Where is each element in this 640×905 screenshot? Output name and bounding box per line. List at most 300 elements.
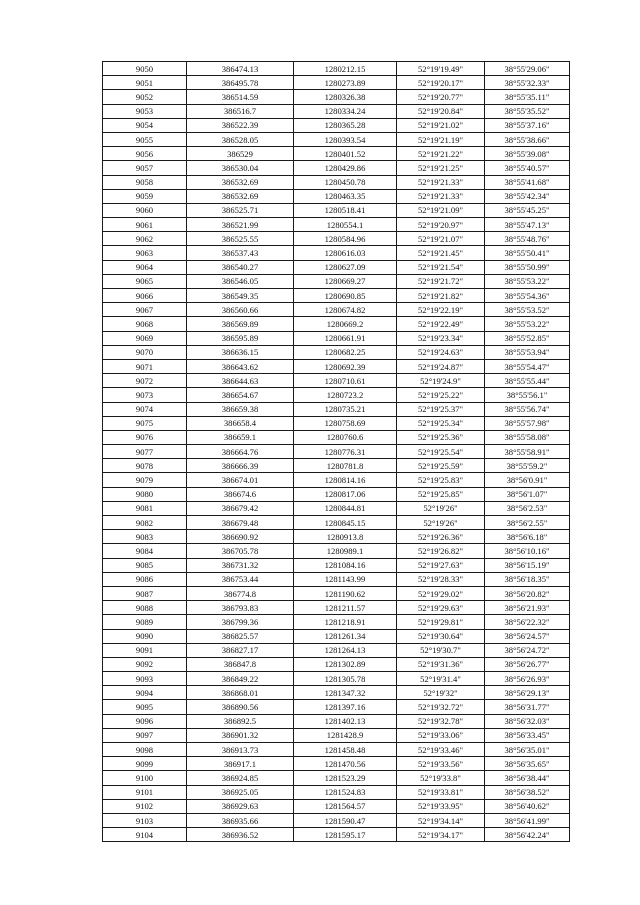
y-coordinate-cell: 1280692.39: [294, 359, 397, 373]
table-row: [103, 771, 570, 785]
table-row: [103, 615, 570, 629]
x-coordinate-cell: 386522.39: [187, 118, 294, 132]
table-row: [103, 643, 570, 657]
x-coordinate-cell: 386644.63: [187, 374, 294, 388]
x-coordinate-cell: 386679.42: [187, 501, 294, 515]
y-coordinate-cell: 1280401.52: [294, 147, 397, 161]
longitude-cell: 38°55'53.22": [485, 317, 570, 331]
table-row: [103, 289, 570, 303]
latitude-cell: 52°19'25.36": [397, 430, 485, 444]
point-number-cell: 9103: [103, 813, 187, 827]
y-coordinate-cell: 1280760.6: [294, 430, 397, 444]
table-row: [103, 572, 570, 586]
x-coordinate-cell: 386546.05: [187, 274, 294, 288]
latitude-cell: 52°19'29.63": [397, 601, 485, 615]
latitude-cell: 52°19'30.7": [397, 643, 485, 657]
y-coordinate-cell: 1280669.2: [294, 317, 397, 331]
longitude-cell: 38°56'32.03": [485, 714, 570, 728]
table-row: [103, 203, 570, 217]
latitude-cell: 52°19'21.07": [397, 232, 485, 246]
longitude-cell: 38°55'48.76": [485, 232, 570, 246]
y-coordinate-cell: 1281564.57: [294, 799, 397, 813]
latitude-cell: 52°19'20.17": [397, 76, 485, 90]
latitude-cell: 52°19'19.49": [397, 62, 485, 76]
x-coordinate-cell: 386530.04: [187, 161, 294, 175]
y-coordinate-cell: 1280669.27: [294, 274, 397, 288]
x-coordinate-cell: 386525.71: [187, 203, 294, 217]
longitude-cell: 38°56'24.72": [485, 643, 570, 657]
point-number-cell: 9065: [103, 274, 187, 288]
table-row: [103, 487, 570, 501]
table-row: [103, 813, 570, 827]
point-number-cell: 9101: [103, 785, 187, 799]
latitude-cell: 52°19'33.56": [397, 757, 485, 771]
point-number-cell: 9104: [103, 828, 187, 842]
latitude-cell: 52°19'26": [397, 516, 485, 530]
longitude-cell: 38°56'40.62": [485, 799, 570, 813]
point-number-cell: 9067: [103, 303, 187, 317]
longitude-cell: 38°55'29.06": [485, 62, 570, 76]
point-number-cell: 9070: [103, 345, 187, 359]
longitude-cell: 38°55'54.36": [485, 289, 570, 303]
table-row: [103, 388, 570, 402]
longitude-cell: 38°55'40.57": [485, 161, 570, 175]
longitude-cell: 38°55'41.68": [485, 175, 570, 189]
y-coordinate-cell: 1281595.17: [294, 828, 397, 842]
longitude-cell: 38°55'45.25": [485, 203, 570, 217]
table-row: [103, 90, 570, 104]
x-coordinate-cell: 386549.35: [187, 289, 294, 303]
table-row: [103, 62, 570, 76]
longitude-cell: 38°56'15.19": [485, 558, 570, 572]
y-coordinate-cell: 1280365.28: [294, 118, 397, 132]
longitude-cell: 38°55'35.11": [485, 90, 570, 104]
x-coordinate-cell: 386825.57: [187, 629, 294, 643]
x-coordinate-cell: 386925.05: [187, 785, 294, 799]
x-coordinate-cell: 386827.17: [187, 643, 294, 657]
table-row: [103, 601, 570, 615]
table-row: [103, 402, 570, 416]
y-coordinate-cell: 1280690.85: [294, 289, 397, 303]
x-coordinate-cell: 386658.4: [187, 416, 294, 430]
x-coordinate-cell: 386731.32: [187, 558, 294, 572]
table-row: [103, 558, 570, 572]
latitude-cell: 52°19'33.81": [397, 785, 485, 799]
table-row: [103, 359, 570, 373]
point-number-cell: 9076: [103, 430, 187, 444]
point-number-cell: 9087: [103, 586, 187, 600]
table-row: [103, 345, 570, 359]
x-coordinate-cell: 386679.48: [187, 516, 294, 530]
x-coordinate-cell: 386569.89: [187, 317, 294, 331]
table-row: [103, 743, 570, 757]
y-coordinate-cell: 1280776.31: [294, 445, 397, 459]
table-row: [103, 799, 570, 813]
x-coordinate-cell: 386664.76: [187, 445, 294, 459]
longitude-cell: 38°55'55.44": [485, 374, 570, 388]
table-row: [103, 473, 570, 487]
x-coordinate-cell: 386690.92: [187, 530, 294, 544]
longitude-cell: 38°55'53.94": [485, 345, 570, 359]
table-row: [103, 672, 570, 686]
latitude-cell: 52°19'29.81": [397, 615, 485, 629]
y-coordinate-cell: 1281084.16: [294, 558, 397, 572]
longitude-cell: 38°56'35.65": [485, 757, 570, 771]
y-coordinate-cell: 1280518.41: [294, 203, 397, 217]
point-number-cell: 9096: [103, 714, 187, 728]
y-coordinate-cell: 1280450.78: [294, 175, 397, 189]
latitude-cell: 52°19'25.59": [397, 459, 485, 473]
point-number-cell: 9071: [103, 359, 187, 373]
point-number-cell: 9074: [103, 402, 187, 416]
longitude-cell: 38°55'42.34": [485, 189, 570, 203]
latitude-cell: 52°19'24.87": [397, 359, 485, 373]
y-coordinate-cell: 1280661.91: [294, 331, 397, 345]
latitude-cell: 52°19'26.36": [397, 530, 485, 544]
table-row: [103, 260, 570, 274]
x-coordinate-cell: 386674.6: [187, 487, 294, 501]
x-coordinate-cell: 386528.05: [187, 132, 294, 146]
latitude-cell: 52°19'20.84": [397, 104, 485, 118]
latitude-cell: 52°19'33.95": [397, 799, 485, 813]
longitude-cell: 38°56'42.24": [485, 828, 570, 842]
x-coordinate-cell: 386495.78: [187, 76, 294, 90]
table-row: [103, 189, 570, 203]
longitude-cell: 38°55'37.16": [485, 118, 570, 132]
x-coordinate-cell: 386666.39: [187, 459, 294, 473]
table-row: [103, 657, 570, 671]
point-number-cell: 9060: [103, 203, 187, 217]
y-coordinate-cell: 1280682.25: [294, 345, 397, 359]
point-number-cell: 9051: [103, 76, 187, 90]
point-number-cell: 9093: [103, 672, 187, 686]
x-coordinate-cell: 386474.13: [187, 62, 294, 76]
point-number-cell: 9057: [103, 161, 187, 175]
y-coordinate-cell: 1280913.8: [294, 530, 397, 544]
x-coordinate-cell: 386935.66: [187, 813, 294, 827]
coordinates-table-body: [103, 62, 570, 842]
longitude-cell: 38°56'2.55": [485, 516, 570, 530]
table-row: [103, 700, 570, 714]
point-number-cell: 9061: [103, 218, 187, 232]
table-row: [103, 317, 570, 331]
y-coordinate-cell: 1280393.54: [294, 132, 397, 146]
y-coordinate-cell: 1280554.1: [294, 218, 397, 232]
x-coordinate-cell: 386674.01: [187, 473, 294, 487]
y-coordinate-cell: 1281590.47: [294, 813, 397, 827]
y-coordinate-cell: 1280273.89: [294, 76, 397, 90]
point-number-cell: 9053: [103, 104, 187, 118]
longitude-cell: 38°55'50.41": [485, 246, 570, 260]
table-row: [103, 147, 570, 161]
coordinates-table: [102, 61, 570, 842]
point-number-cell: 9069: [103, 331, 187, 345]
latitude-cell: 52°19'21.82": [397, 289, 485, 303]
longitude-cell: 38°55'38.66": [485, 132, 570, 146]
point-number-cell: 9092: [103, 657, 187, 671]
x-coordinate-cell: 386913.73: [187, 743, 294, 757]
table-row: [103, 445, 570, 459]
latitude-cell: 52°19'21.02": [397, 118, 485, 132]
x-coordinate-cell: 386514.59: [187, 90, 294, 104]
point-number-cell: 9073: [103, 388, 187, 402]
point-number-cell: 9082: [103, 516, 187, 530]
x-coordinate-cell: 386892.5: [187, 714, 294, 728]
y-coordinate-cell: 1281305.78: [294, 672, 397, 686]
x-coordinate-cell: 386924.85: [187, 771, 294, 785]
point-number-cell: 9062: [103, 232, 187, 246]
latitude-cell: 52°19'25.54": [397, 445, 485, 459]
point-number-cell: 9090: [103, 629, 187, 643]
longitude-cell: 38°56'31.77": [485, 700, 570, 714]
y-coordinate-cell: 1280463.35: [294, 189, 397, 203]
table-row: [103, 331, 570, 345]
point-number-cell: 9079: [103, 473, 187, 487]
point-number-cell: 9081: [103, 501, 187, 515]
latitude-cell: 52°19'26": [397, 501, 485, 515]
x-coordinate-cell: 386890.56: [187, 700, 294, 714]
point-number-cell: 9097: [103, 728, 187, 742]
point-number-cell: 9052: [103, 90, 187, 104]
longitude-cell: 38°55'32.33": [485, 76, 570, 90]
x-coordinate-cell: 386793.83: [187, 601, 294, 615]
longitude-cell: 38°55'59.2": [485, 459, 570, 473]
table-row: [103, 530, 570, 544]
longitude-cell: 38°56'38.44": [485, 771, 570, 785]
longitude-cell: 38°55'52.85": [485, 331, 570, 345]
longitude-cell: 38°56'35.01": [485, 743, 570, 757]
y-coordinate-cell: 1280723.2: [294, 388, 397, 402]
x-coordinate-cell: 386847.8: [187, 657, 294, 671]
y-coordinate-cell: 1280212.15: [294, 62, 397, 76]
y-coordinate-cell: 1280429.86: [294, 161, 397, 175]
latitude-cell: 52°19'21.25": [397, 161, 485, 175]
x-coordinate-cell: 386868.01: [187, 686, 294, 700]
point-number-cell: 9075: [103, 416, 187, 430]
longitude-cell: 38°56'26.77": [485, 657, 570, 671]
latitude-cell: 52°19'20.77": [397, 90, 485, 104]
table-row: [103, 459, 570, 473]
y-coordinate-cell: 1280989.1: [294, 544, 397, 558]
x-coordinate-cell: 386659.1: [187, 430, 294, 444]
point-number-cell: 9056: [103, 147, 187, 161]
longitude-cell: 38°55'50.99": [485, 260, 570, 274]
y-coordinate-cell: 1280814.16: [294, 473, 397, 487]
table-row: [103, 785, 570, 799]
x-coordinate-cell: 386659.38: [187, 402, 294, 416]
latitude-cell: 52°19'31.4": [397, 672, 485, 686]
point-number-cell: 9091: [103, 643, 187, 657]
y-coordinate-cell: 1281523.29: [294, 771, 397, 785]
x-coordinate-cell: 386540.27: [187, 260, 294, 274]
y-coordinate-cell: 1281428.9: [294, 728, 397, 742]
x-coordinate-cell: 386849.22: [187, 672, 294, 686]
x-coordinate-cell: 386929.63: [187, 799, 294, 813]
latitude-cell: 52°19'21.72": [397, 274, 485, 288]
y-coordinate-cell: 1281470.56: [294, 757, 397, 771]
table-row: [103, 686, 570, 700]
table-row: [103, 246, 570, 260]
latitude-cell: 52°19'24.63": [397, 345, 485, 359]
table-row: [103, 132, 570, 146]
longitude-cell: 38°55'58.08": [485, 430, 570, 444]
point-number-cell: 9089: [103, 615, 187, 629]
longitude-cell: 38°56'2.53": [485, 501, 570, 515]
y-coordinate-cell: 1280627.09: [294, 260, 397, 274]
table-row: [103, 757, 570, 771]
x-coordinate-cell: 386753.44: [187, 572, 294, 586]
table-row: [103, 104, 570, 118]
point-number-cell: 9059: [103, 189, 187, 203]
point-number-cell: 9058: [103, 175, 187, 189]
table-row: [103, 714, 570, 728]
point-number-cell: 9088: [103, 601, 187, 615]
latitude-cell: 52°19'34.14": [397, 813, 485, 827]
latitude-cell: 52°19'34.17": [397, 828, 485, 842]
y-coordinate-cell: 1281211.57: [294, 601, 397, 615]
longitude-cell: 38°55'47.13": [485, 218, 570, 232]
table-row: [103, 175, 570, 189]
point-number-cell: 9068: [103, 317, 187, 331]
point-number-cell: 9055: [103, 132, 187, 146]
longitude-cell: 38°56'38.52": [485, 785, 570, 799]
point-number-cell: 9094: [103, 686, 187, 700]
point-number-cell: 9085: [103, 558, 187, 572]
latitude-cell: 52°19'25.83": [397, 473, 485, 487]
x-coordinate-cell: 386936.52: [187, 828, 294, 842]
longitude-cell: 38°55'53.22": [485, 274, 570, 288]
latitude-cell: 52°19'33.46": [397, 743, 485, 757]
y-coordinate-cell: 1280758.69: [294, 416, 397, 430]
table-row: [103, 516, 570, 530]
longitude-cell: 38°55'53.52": [485, 303, 570, 317]
table-row: [103, 232, 570, 246]
x-coordinate-cell: 386705.78: [187, 544, 294, 558]
table-row: [103, 828, 570, 842]
latitude-cell: 52°19'29.02": [397, 586, 485, 600]
longitude-cell: 38°56'6.18": [485, 530, 570, 544]
longitude-cell: 38°55'58.91": [485, 445, 570, 459]
point-number-cell: 9098: [103, 743, 187, 757]
point-number-cell: 9100: [103, 771, 187, 785]
longitude-cell: 38°56'20.82": [485, 586, 570, 600]
latitude-cell: 52°19'26.82": [397, 544, 485, 558]
y-coordinate-cell: 1281458.48: [294, 743, 397, 757]
longitude-cell: 38°55'54.47": [485, 359, 570, 373]
point-number-cell: 9099: [103, 757, 187, 771]
y-coordinate-cell: 1280334.24: [294, 104, 397, 118]
longitude-cell: 38°56'24.57": [485, 629, 570, 643]
x-coordinate-cell: 386595.89: [187, 331, 294, 345]
y-coordinate-cell: 1280844.81: [294, 501, 397, 515]
longitude-cell: 38°56'22.32": [485, 615, 570, 629]
x-coordinate-cell: 386525.55: [187, 232, 294, 246]
y-coordinate-cell: 1281397.16: [294, 700, 397, 714]
table-row: [103, 303, 570, 317]
longitude-cell: 38°55'57.98": [485, 416, 570, 430]
x-coordinate-cell: 386774.8: [187, 586, 294, 600]
longitude-cell: 38°55'56.74": [485, 402, 570, 416]
y-coordinate-cell: 1281524.83: [294, 785, 397, 799]
y-coordinate-cell: 1280584.96: [294, 232, 397, 246]
latitude-cell: 52°19'20.97": [397, 218, 485, 232]
latitude-cell: 52°19'24.9": [397, 374, 485, 388]
latitude-cell: 52°19'27.63": [397, 558, 485, 572]
latitude-cell: 52°19'22.49": [397, 317, 485, 331]
latitude-cell: 52°19'21.22": [397, 147, 485, 161]
y-coordinate-cell: 1280735.21: [294, 402, 397, 416]
point-number-cell: 9084: [103, 544, 187, 558]
table-row: [103, 218, 570, 232]
latitude-cell: 52°19'21.33": [397, 175, 485, 189]
latitude-cell: 52°19'31.36": [397, 657, 485, 671]
y-coordinate-cell: 1281302.89: [294, 657, 397, 671]
y-coordinate-cell: 1281218.91: [294, 615, 397, 629]
y-coordinate-cell: 1280616.03: [294, 246, 397, 260]
y-coordinate-cell: 1280817.06: [294, 487, 397, 501]
table-row: [103, 586, 570, 600]
point-number-cell: 9086: [103, 572, 187, 586]
point-number-cell: 9063: [103, 246, 187, 260]
x-coordinate-cell: 386516.7: [187, 104, 294, 118]
table-row: [103, 274, 570, 288]
latitude-cell: 52°19'32": [397, 686, 485, 700]
x-coordinate-cell: 386560.66: [187, 303, 294, 317]
point-number-cell: 9080: [103, 487, 187, 501]
y-coordinate-cell: 1281143.99: [294, 572, 397, 586]
y-coordinate-cell: 1280326.38: [294, 90, 397, 104]
latitude-cell: 52°19'25.22": [397, 388, 485, 402]
x-coordinate-cell: 386799.36: [187, 615, 294, 629]
point-number-cell: 9095: [103, 700, 187, 714]
latitude-cell: 52°19'21.54": [397, 260, 485, 274]
longitude-cell: 38°56'33.45": [485, 728, 570, 742]
latitude-cell: 52°19'25.34": [397, 416, 485, 430]
x-coordinate-cell: 386643.62: [187, 359, 294, 373]
x-coordinate-cell: 386636.15: [187, 345, 294, 359]
longitude-cell: 38°56'29.13": [485, 686, 570, 700]
y-coordinate-cell: 1280845.15: [294, 516, 397, 530]
longitude-cell: 38°56'41.99": [485, 813, 570, 827]
latitude-cell: 52°19'28.33": [397, 572, 485, 586]
latitude-cell: 52°19'22.19": [397, 303, 485, 317]
latitude-cell: 52°19'21.33": [397, 189, 485, 203]
y-coordinate-cell: 1281264.13: [294, 643, 397, 657]
x-coordinate-cell: 386901.32: [187, 728, 294, 742]
point-number-cell: 9054: [103, 118, 187, 132]
x-coordinate-cell: 386654.67: [187, 388, 294, 402]
point-number-cell: 9102: [103, 799, 187, 813]
x-coordinate-cell: 386532.69: [187, 175, 294, 189]
point-number-cell: 9072: [103, 374, 187, 388]
point-number-cell: 9077: [103, 445, 187, 459]
y-coordinate-cell: 1280674.82: [294, 303, 397, 317]
longitude-cell: 38°56'0.91": [485, 473, 570, 487]
point-number-cell: 9083: [103, 530, 187, 544]
latitude-cell: 52°19'25.85": [397, 487, 485, 501]
x-coordinate-cell: 386532.69: [187, 189, 294, 203]
y-coordinate-cell: 1280710.61: [294, 374, 397, 388]
latitude-cell: 52°19'32.78": [397, 714, 485, 728]
latitude-cell: 52°19'21.09": [397, 203, 485, 217]
latitude-cell: 52°19'23.34": [397, 331, 485, 345]
x-coordinate-cell: 386917.1: [187, 757, 294, 771]
table-row: [103, 118, 570, 132]
longitude-cell: 38°56'1.07": [485, 487, 570, 501]
longitude-cell: 38°56'10.16": [485, 544, 570, 558]
x-coordinate-cell: 386521.99: [187, 218, 294, 232]
point-number-cell: 9064: [103, 260, 187, 274]
